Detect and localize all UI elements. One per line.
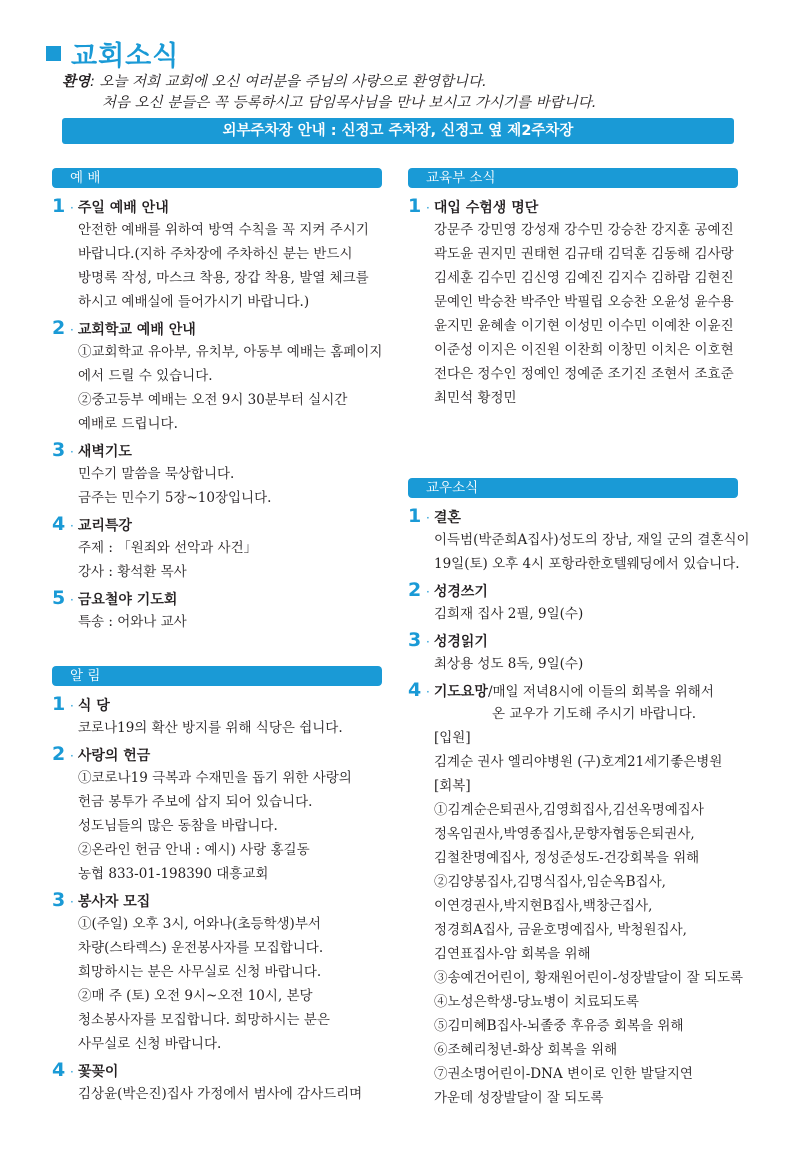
- item-line: 전다은 정수인 정예인 정예준 조기진 조현서 조효준: [434, 366, 734, 382]
- item-body: [52, 462, 382, 510]
- list-item: [408, 194, 738, 410]
- item-heading: [408, 628, 750, 652]
- item-line: 민수기 말씀을 묵상합니다.: [78, 466, 235, 482]
- item-body: [408, 218, 738, 410]
- bullet-dot-icon: ·: [426, 201, 430, 215]
- item-title: 식 당: [77, 698, 110, 714]
- item-line: 헌금 봉투가 주보에 삽지 되어 있습니다.: [78, 794, 313, 810]
- item-number: 4: [408, 679, 422, 701]
- item-line: ②중고등부 예배는 오전 9시 30분부터 실시간: [78, 392, 348, 408]
- item-line: 사무실로 신청 바랍니다.: [78, 1036, 222, 1052]
- members-section: [408, 478, 750, 1110]
- item-heading: [408, 504, 750, 528]
- item-line: ③송예건어린이, 황재원어린이-성장발달이 잘 되도록: [434, 970, 744, 986]
- item-line: 온 교우가 기도해 주시기 바랍니다.: [492, 706, 697, 722]
- item-line: 희망하시는 분은 사무실로 신청 바랍니다.: [78, 964, 322, 980]
- item-number: 1: [408, 195, 422, 217]
- item-number: 3: [52, 439, 66, 461]
- item-line: 바랍니다.(지하 주차장에 주차하신 분는 반드시: [78, 246, 353, 262]
- item-line: 김연표집사-암 회복을 위해: [434, 946, 591, 962]
- item-line: 성도님들의 많은 동참을 바랍니다.: [78, 818, 278, 834]
- item-line: 농협 833-01-198390 대흥교회: [78, 866, 269, 882]
- item-line: ⑦권소명어린이-DNA 변이로 인한 발달지연: [434, 1066, 693, 1082]
- item-line: 강문주 강민영 강성재 강수민 강승찬 강지훈 공예진: [434, 222, 734, 238]
- item-line: 에서 드릴 수 있습니다.: [78, 368, 213, 384]
- item-title: 교회학교 예배 안내: [77, 322, 196, 338]
- item-line: 정옥임권사,박영종집사,문향자협동은퇴권사,: [434, 826, 695, 842]
- item-number: 1: [408, 505, 422, 527]
- item-line: 김철찬명예집사, 정성준성도-건강회복을 위해: [434, 850, 700, 866]
- item-line: 김세훈 김수민 김신영 김예진 김지수 김하람 김현진: [434, 270, 734, 286]
- item-line: 문예인 박승찬 박주안 박필립 오승찬 오윤성 윤수용: [434, 294, 734, 310]
- list-item: [52, 888, 382, 1056]
- item-body: [52, 218, 382, 314]
- item-line: 방명록 작성, 마스크 착용, 장갑 착용, 발열 체크를: [78, 270, 369, 286]
- item-title: 사랑의 헌금: [77, 748, 151, 764]
- welcome-text: [62, 72, 596, 114]
- item-line: 청소봉사자를 모집합니다. 희망하시는 분은: [78, 1012, 330, 1028]
- list-item: [52, 1058, 382, 1106]
- page-title-text: 교회소식: [71, 41, 180, 72]
- list-item: [52, 742, 382, 886]
- item-title: 주일 예배 안내: [77, 200, 169, 216]
- item-body: [52, 610, 382, 634]
- item-body: [52, 716, 382, 740]
- bullet-dot-icon: ·: [70, 445, 74, 459]
- item-title: 금요철야 기도회: [77, 592, 178, 608]
- list-item: [52, 586, 382, 634]
- item-line: 최상용 성도 8독, 9일(수): [434, 656, 584, 672]
- bullet-dot-icon: ·: [70, 323, 74, 337]
- list-item: [52, 316, 382, 436]
- item-title: 꽃꽂이: [77, 1064, 119, 1080]
- section-title: 예 배: [52, 168, 382, 188]
- item-heading: [52, 888, 382, 912]
- list-item: [52, 692, 382, 740]
- item-number: 1: [52, 693, 66, 715]
- item-heading: [52, 438, 382, 462]
- item-number: 3: [52, 889, 66, 911]
- item-heading: [52, 692, 382, 716]
- list-item: [408, 578, 750, 626]
- item-line: 김희재 집사 2필, 9일(수): [434, 606, 584, 622]
- item-line: 차량(스타렉스) 운전봉사자를 모집합니다.: [78, 940, 324, 956]
- notice-section: [52, 666, 382, 1106]
- item-line: ①(주일) 오후 3시, 어와나(초등학생)부서: [78, 916, 321, 932]
- welcome-line-2: 처음 오신 분들은 꼭 등록하시고 담임목사님을 만나 보시고 가시기를 바랍니다.: [102, 95, 597, 111]
- item-number: 2: [408, 579, 422, 601]
- page-title: [46, 34, 179, 73]
- bullet-dot-icon: ·: [426, 585, 430, 599]
- item-line: 정경희A집사, 금윤호명예집사, 박청원집사,: [434, 922, 687, 938]
- item-number: 2: [52, 743, 66, 765]
- list-item: [408, 504, 750, 576]
- item-line: 김계순 권사 엘리야병원 (구)호계21세기좋은병원: [434, 754, 723, 770]
- item-line: ⑤김미혜B집사-뇌졸중 후유증 회복을 위해: [434, 1018, 684, 1034]
- bullet-dot-icon: ·: [70, 699, 74, 713]
- item-number: 5: [52, 587, 66, 609]
- item-number: 4: [52, 513, 66, 535]
- item-line: 강사 : 황석환 목사: [78, 564, 187, 580]
- item-line: ④노성은학생-당뇨병이 치료되도록: [434, 994, 639, 1010]
- list-item: [52, 512, 382, 584]
- item-line: 이연경권사,박지현B집사,백창근집사,: [434, 898, 653, 914]
- worship-section: [52, 168, 382, 634]
- item-line: 예배로 드립니다.: [78, 416, 178, 432]
- bullet-dot-icon: ·: [70, 519, 74, 533]
- item-title: 기도요망: [433, 684, 488, 700]
- item-heading: [52, 742, 382, 766]
- item-line: ②온라인 헌금 안내 : 예시) 사랑 홍길동: [78, 842, 310, 858]
- item-line: 하시고 예배실에 들어가시기 바랍니다.): [78, 294, 310, 310]
- item-title: 성경읽기: [433, 634, 488, 650]
- education-section: [408, 168, 738, 410]
- item-line: 이득범(박준희A집사)성도의 장남, 재일 군의 결혼식이: [434, 532, 750, 548]
- item-line: 가운데 성장발달이 잘 되도록: [434, 1090, 604, 1106]
- item-line: [입원]: [434, 730, 471, 746]
- item-line: [회복]: [434, 778, 471, 794]
- item-body: [52, 536, 382, 584]
- bullet-dot-icon: ·: [70, 749, 74, 763]
- section-title: 알 림: [52, 666, 382, 686]
- list-item: [408, 678, 750, 1110]
- item-line: ①코로나19 극복과 수재민을 돕기 위한 사랑의: [78, 770, 352, 786]
- item-body: [408, 602, 750, 626]
- section-title: 교육부 소식: [408, 168, 738, 188]
- bullet-dot-icon: ·: [70, 1065, 74, 1079]
- item-body: [52, 340, 382, 436]
- item-line: 김상윤(박은진)집사 가정에서 범사에 감사드리며: [78, 1086, 363, 1102]
- item-title: 교리특강: [77, 518, 132, 534]
- list-item: [52, 438, 382, 510]
- header: [46, 34, 179, 73]
- title-square-icon: [46, 46, 61, 61]
- item-heading: [52, 512, 382, 536]
- item-line: 특송 : 어와나 교사: [78, 614, 187, 630]
- list-item: [52, 194, 382, 314]
- bullet-dot-icon: ·: [426, 635, 430, 649]
- bullet-dot-icon: ·: [426, 685, 430, 699]
- item-line: 금주는 민수기 5장~10장입니다.: [78, 490, 272, 506]
- item-title: 봉사자 모집: [77, 894, 151, 910]
- item-number: 4: [52, 1059, 66, 1081]
- item-line: 주제 : 「원죄와 선악과 사건」: [78, 540, 258, 556]
- item-body: [52, 912, 382, 1056]
- item-heading: [408, 194, 738, 218]
- item-number: 3: [408, 629, 422, 651]
- welcome-label: 환영: [62, 74, 91, 90]
- item-title: 새벽기도: [77, 444, 132, 460]
- item-title-extra: /매일 저녁8시에 이들의 회복을 위해서: [487, 684, 714, 700]
- item-body: [52, 1082, 382, 1106]
- item-title: 성경쓰기: [433, 584, 488, 600]
- item-heading: [52, 316, 382, 340]
- item-body: [408, 702, 750, 1110]
- item-line: ①교회학교 유아부, 유치부, 아동부 예배는 홈페이지: [78, 344, 383, 360]
- item-line: 코로나19의 확산 방지를 위해 식당은 쉽니다.: [78, 720, 343, 736]
- item-line: 안전한 예배를 위하여 방역 수칙을 꼭 지켜 주시기: [78, 222, 369, 238]
- item-line: ②매 주 (토) 오전 9시~오전 10시, 본당: [78, 988, 313, 1004]
- item-number: 2: [52, 317, 66, 339]
- item-body: [408, 528, 750, 576]
- item-heading: [52, 1058, 382, 1082]
- item-heading: [408, 578, 750, 602]
- item-title: 대입 수험생 명단: [433, 200, 539, 216]
- welcome-line-1: : 오늘 저희 교회에 오신 여러분을 주님의 사랑으로 환영합니다.: [90, 74, 487, 90]
- bullet-dot-icon: ·: [70, 201, 74, 215]
- item-heading: [52, 586, 382, 610]
- item-heading: [408, 678, 750, 702]
- section-title: 교우소식: [408, 478, 738, 498]
- item-line: 윤지민 윤혜솔 이기현 이성민 이수민 이예찬 이윤진: [434, 318, 734, 334]
- parking-banner: 외부주차장 안내 : 신정고 주차장, 신정고 옆 제2주차장: [62, 118, 734, 144]
- item-line: 곽도윤 권지민 권태현 김규태 김덕훈 김동해 김사랑: [434, 246, 734, 262]
- item-number: 1: [52, 195, 66, 217]
- item-body: [52, 766, 382, 886]
- item-line: ⑥조혜리청년-화상 회복을 위해: [434, 1042, 618, 1058]
- item-line: ②김양봉집사,김명식집사,임순옥B집사,: [434, 874, 666, 890]
- item-heading: [52, 194, 382, 218]
- bullet-dot-icon: ·: [70, 895, 74, 909]
- bullet-dot-icon: ·: [70, 593, 74, 607]
- item-line: 이준성 이지은 이진원 이찬희 이창민 이치은 이호현: [434, 342, 734, 358]
- bullet-dot-icon: ·: [426, 511, 430, 525]
- item-line: 19일(토) 오후 4시 포항라한호텔웨딩에서 있습니다.: [434, 556, 740, 572]
- list-item: [408, 628, 750, 676]
- item-line: ①김계순은퇴권사,김영희집사,김선옥명예집사: [434, 802, 704, 818]
- item-body: [408, 652, 750, 676]
- item-title: 결혼: [433, 510, 461, 526]
- item-line: 최민석 황정민: [434, 390, 517, 406]
